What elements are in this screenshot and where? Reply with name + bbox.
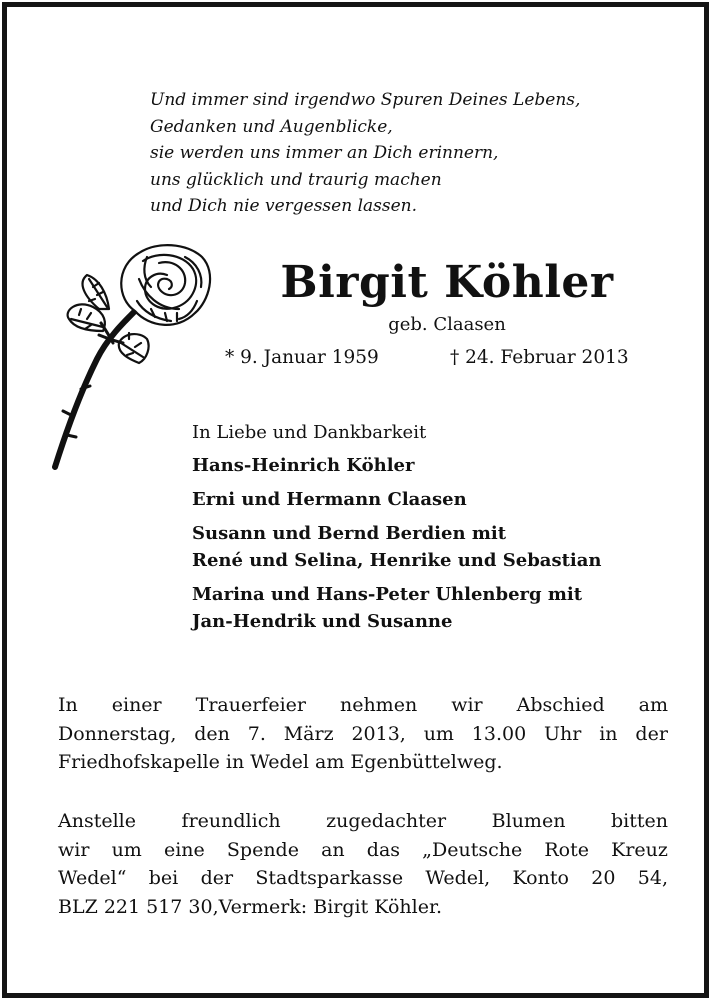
mourner-line: René und Selina, Henrike und Sebastian xyxy=(192,550,602,571)
service-line xyxy=(58,691,668,720)
word: „Deutsche xyxy=(422,838,523,861)
word: Wedel“ xyxy=(58,867,127,889)
word: einer xyxy=(111,694,162,716)
word: eine xyxy=(163,838,205,861)
word: um xyxy=(423,722,454,745)
mourners-list xyxy=(192,452,682,635)
word: an xyxy=(321,838,345,861)
word: 54, xyxy=(637,867,668,889)
poem-line: Und immer sind irgendwo Spuren Deines Lebens, xyxy=(150,90,581,110)
mourner-group xyxy=(192,452,682,479)
word: März xyxy=(283,722,334,745)
word: Blumen xyxy=(491,810,566,832)
mourner-line: Hans-Heinrich Köhler xyxy=(192,455,415,476)
obituary-notice xyxy=(2,2,709,998)
word: Spende xyxy=(226,838,299,861)
word: Kreuz xyxy=(611,838,668,861)
word: nehmen xyxy=(339,694,418,716)
word: in xyxy=(599,722,618,745)
service-announcement xyxy=(58,691,668,777)
word: Anstelle xyxy=(58,810,136,832)
word: bei xyxy=(148,867,179,889)
death-date: † 24. Februar 2013 xyxy=(450,347,629,368)
word: Rote xyxy=(544,838,589,861)
word: freundlich xyxy=(181,810,281,832)
mourner-group xyxy=(192,581,682,635)
mourner-line: Jan-Hendrik und Susanne xyxy=(192,611,453,632)
word: Trauerfeier xyxy=(195,694,306,716)
service-line: Friedhofskapelle in Wedel am Egenbüttelweg. xyxy=(58,751,503,773)
word: Abschied xyxy=(516,694,605,716)
donation-request xyxy=(58,807,668,921)
mourner-group xyxy=(192,520,682,574)
poem-line: uns glücklich und traurig machen xyxy=(150,169,442,190)
word: Donnerstag, xyxy=(58,722,177,745)
donation-line xyxy=(58,836,668,865)
service-line xyxy=(58,720,668,749)
memorial-poem xyxy=(150,87,680,220)
life-dates xyxy=(225,344,675,372)
word: das xyxy=(366,838,401,861)
deceased-name: Birgit Köhler xyxy=(280,257,614,308)
word: 13.00 xyxy=(471,722,527,745)
word: am xyxy=(638,694,668,716)
word: wir xyxy=(58,838,90,861)
word: der xyxy=(635,722,668,745)
maiden-name: geb. Claasen xyxy=(388,314,506,335)
donation-line xyxy=(58,864,668,893)
word: Konto xyxy=(512,867,569,889)
word: In xyxy=(58,694,78,716)
mourner-group xyxy=(192,486,682,513)
word: den xyxy=(194,722,230,745)
word: Stadtsparkasse xyxy=(255,867,404,889)
word: bitten xyxy=(610,810,668,832)
word: 7. xyxy=(247,722,266,745)
word: Uhr xyxy=(544,722,582,745)
donation-line xyxy=(58,807,668,836)
word: 2013, xyxy=(351,722,406,745)
poem-line: sie werden uns immer an Dich erinnern, xyxy=(150,143,499,163)
donation-line: BLZ 221 517 30,Vermerk: Birgit Köhler. xyxy=(58,895,442,918)
word: der xyxy=(200,867,234,889)
mourner-line: Marina und Hans-Peter Uhlenberg mit xyxy=(192,584,583,605)
word: 20 xyxy=(591,867,616,889)
mourner-line: Susann und Bernd Berdien mit xyxy=(192,523,507,544)
word: wir xyxy=(451,694,483,716)
word: um xyxy=(111,838,142,861)
mourners-intro: In Liebe und Dankbarkeit xyxy=(192,422,427,443)
poem-line: Gedanken und Augenblicke, xyxy=(150,116,393,137)
word: zugedachter xyxy=(326,810,447,832)
poem-line: und Dich nie vergessen lassen. xyxy=(150,196,418,216)
word: Wedel, xyxy=(425,867,491,889)
mourner-line: Erni und Hermann Claasen xyxy=(192,489,467,510)
birth-date: * 9. Januar 1959 xyxy=(225,347,379,368)
